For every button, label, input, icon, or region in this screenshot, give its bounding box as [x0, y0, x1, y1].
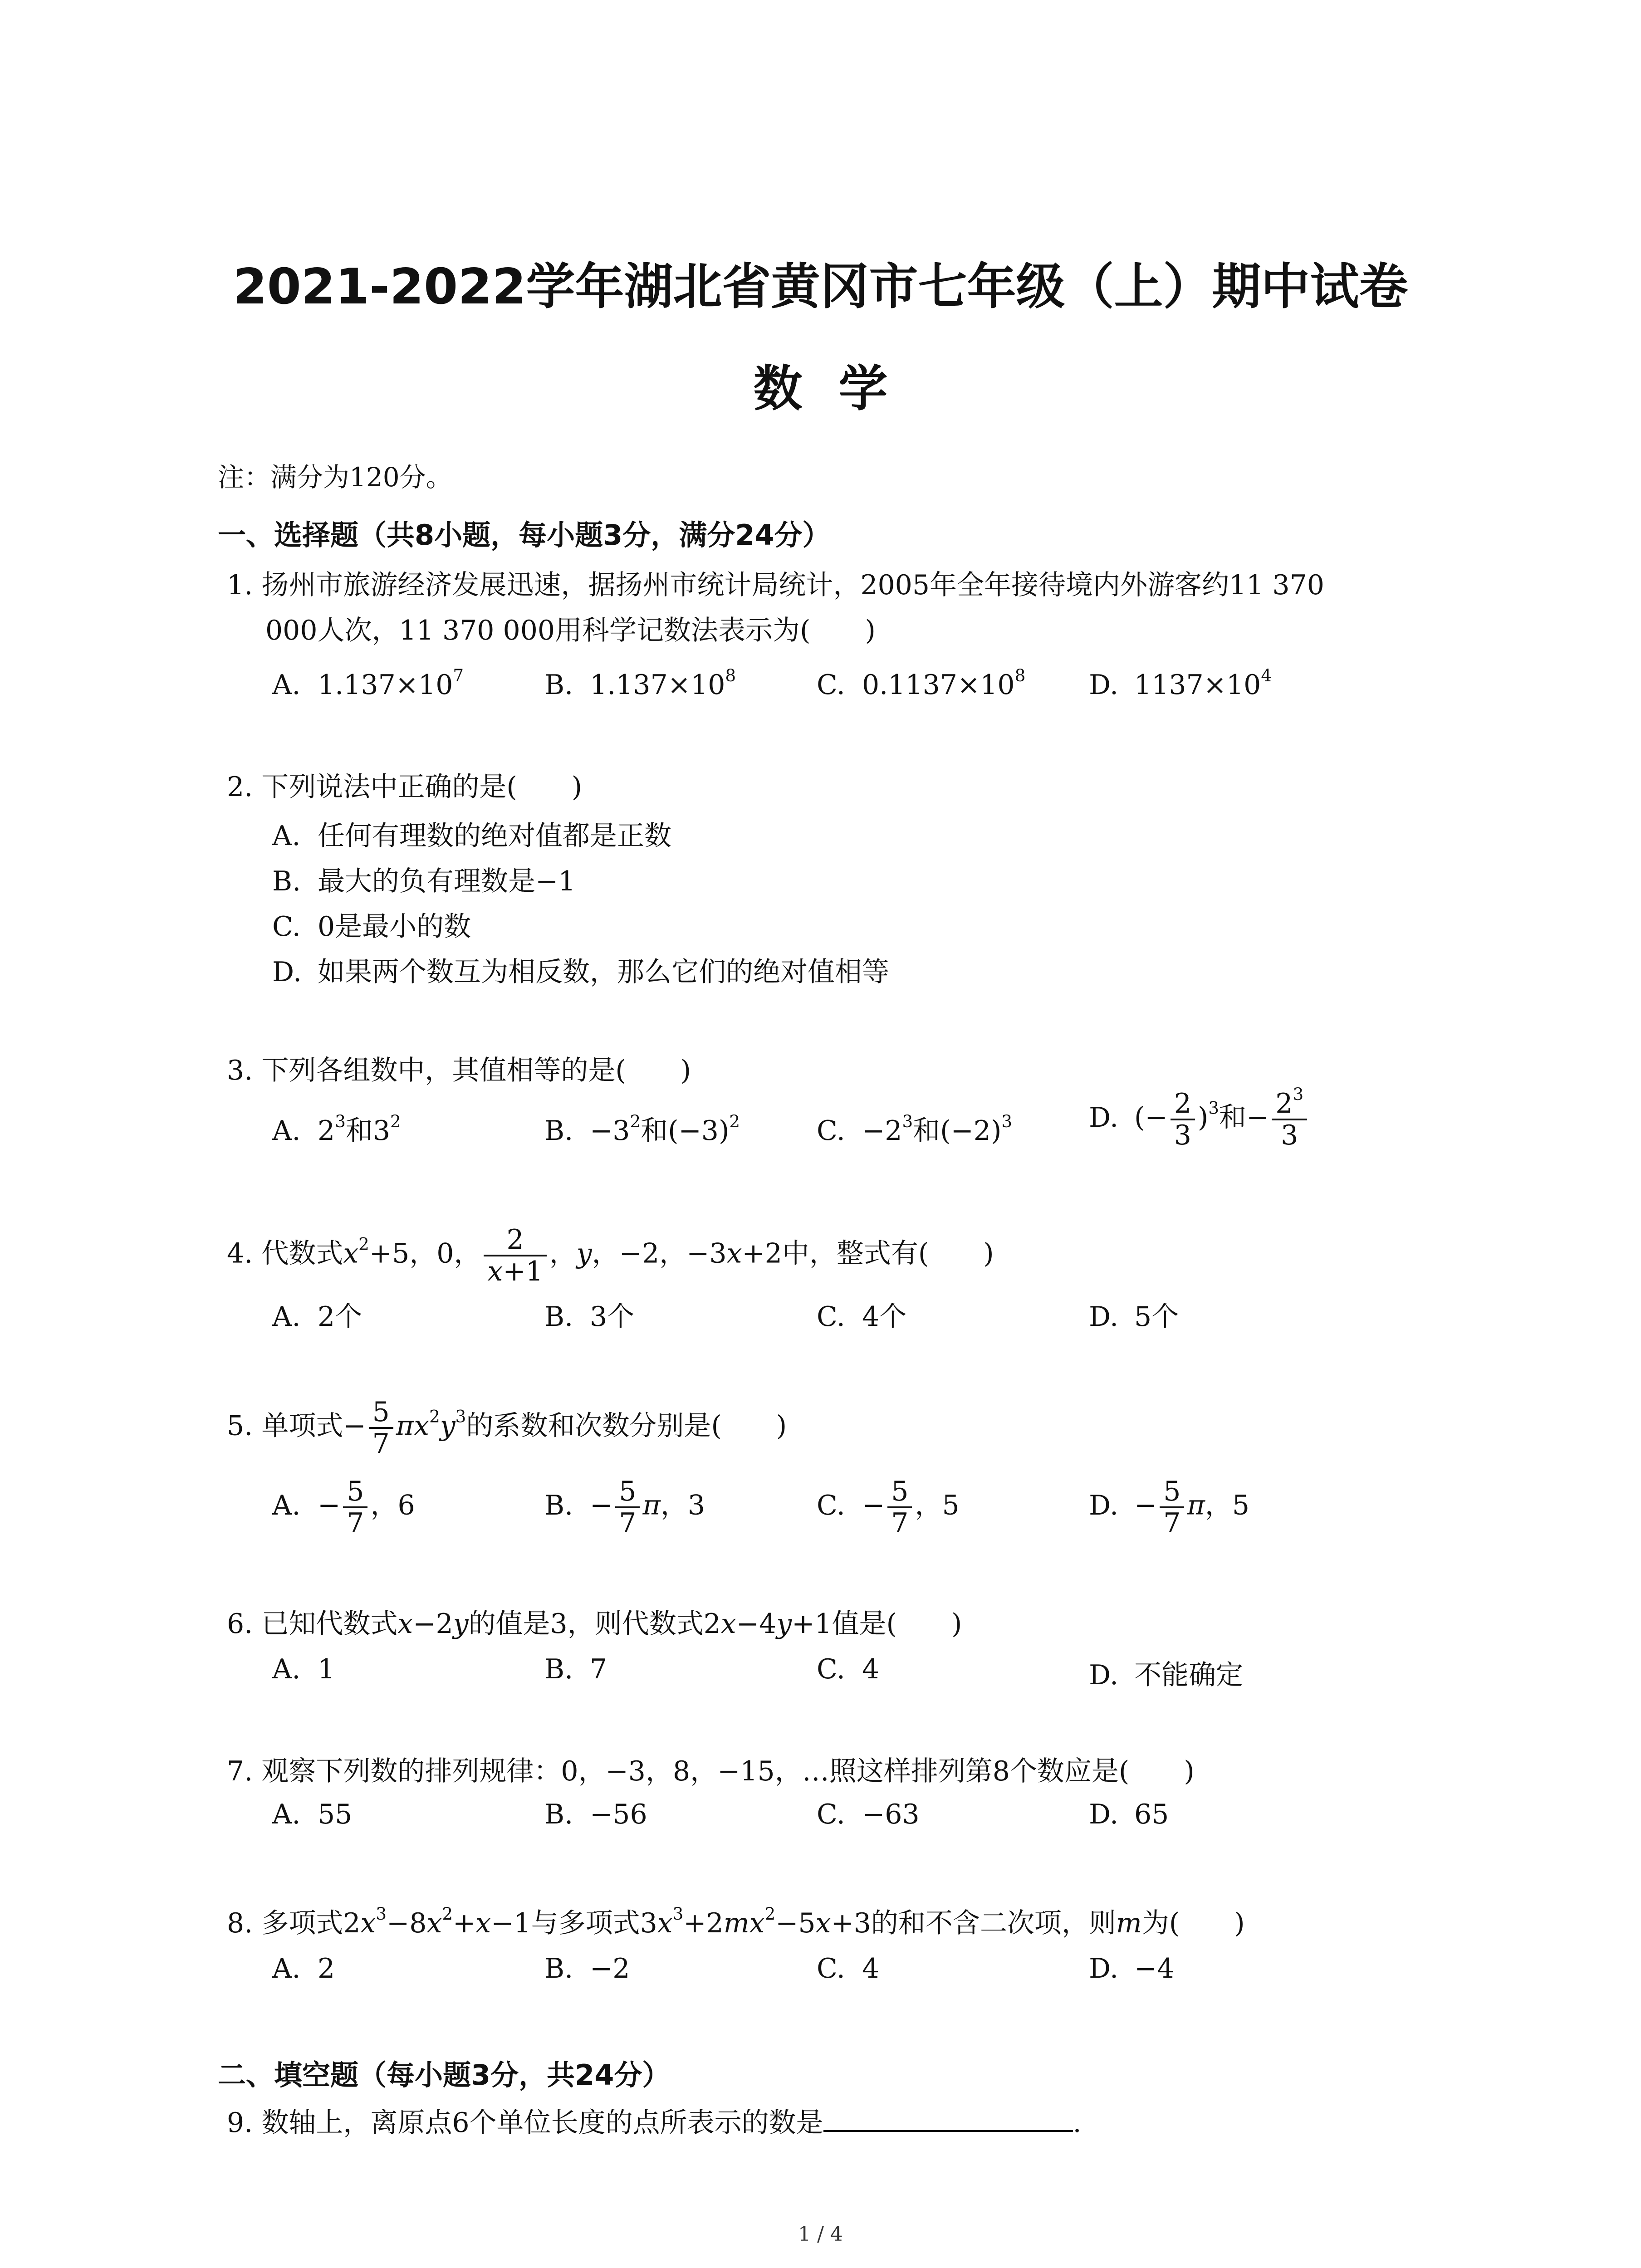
question-8-stem: 8. 多项式$2x^3-8x^2+x-1$与多项式$3x^3+2mx^2-5x+3$的和不含二次项，则m为( ) [227, 1904, 1245, 1939]
question-6-option-c: C. 4 [817, 1653, 880, 1685]
section-heading-choice: 一、选择题（共8小题，每小题3分，满分24分） [218, 518, 831, 552]
question-9-stem: 9. 数轴上，离原点6个单位长度的点所表示的数是 . [227, 2100, 1082, 2146]
question-4-option-a: A. 2个 [272, 1301, 362, 1333]
question-4-stem: 4. 代数式$x^2+5$，0， $\frac{2}{x+1}$ ，y，−2，−3x+2中，整式有( ) [227, 1224, 994, 1287]
question-8-option-a: A. 2 [272, 1953, 335, 1984]
question-8-option-b: B. −2 [544, 1953, 630, 1984]
question-6-option-b: B. 7 [544, 1653, 607, 1685]
question-3-option-a: A. $2^3$和$3^2$ [272, 1111, 401, 1147]
score-note: 注：满分为120分。 [218, 462, 452, 493]
question-1-option-c: C. $0.1137\times 10^8$ [817, 665, 1026, 701]
question-8-option-d: D. −4 [1089, 1953, 1175, 1984]
page-number: 1 / 4 [798, 2223, 843, 2246]
question-2-option-a: A. 任何有理数的绝对值都是正数 [272, 820, 671, 852]
question-2-option-b: B. 最大的负有理数是−1 [272, 865, 576, 897]
question-1-line2: 000人次，11 370 000用科学记数法表示为( ) [265, 615, 876, 646]
question-2-option-c: C. 0是最小的数 [272, 911, 471, 943]
question-6-option-a: A. 1 [272, 1653, 335, 1685]
question-6-option-d: D. 不能确定 [1089, 1659, 1243, 1691]
question-5-stem: 5. 单项式− $\frac{5}{7}$ $\pi x^2y^3$的系数和次数分别是( ) [227, 1396, 787, 1460]
question-6-stem: 6. 已知代数式x−2y的值是3，则代数式2x−4y+1值是( ) [227, 1608, 962, 1640]
question-7-option-c: C. −63 [817, 1799, 920, 1830]
question-2-stem: 2. 下列说法中正确的是( ) [227, 771, 583, 803]
question-4-option-c: C. 4个 [817, 1301, 907, 1333]
question-3-stem: 3. 下列各组数中，其值相等的是( ) [227, 1055, 691, 1086]
question-7-option-b: B. −56 [544, 1799, 647, 1830]
question-8-option-c: C. 4 [817, 1953, 880, 1984]
answer-blank[interactable] [823, 2103, 1073, 2132]
question-7-stem: 7. 观察下列数的排列规律：0，−3，8，−15，…照这样排列第8个数应是( ) [227, 1755, 1195, 1787]
question-5-option-c: C. − $\frac{5}{7}$ ，5 [817, 1476, 960, 1539]
question-4-option-d: D. 5个 [1089, 1301, 1179, 1333]
page-title: 2021-2022学年湖北省黄冈市七年级（上）期中试卷 [233, 259, 1408, 315]
question-1-option-a: A. $1.137\times 10^7$ [272, 665, 464, 701]
question-5-option-a: A. − $\frac{5}{7}$ ，6 [272, 1476, 415, 1539]
question-3-option-d: D. (− $\frac{2}{3}$ )$^3$和− $\frac{2^3}{3}$ [1089, 1089, 1310, 1150]
question-5-option-b: B. − $\frac{5}{7}$ π，3 [544, 1476, 705, 1539]
question-7-option-a: A. 55 [272, 1799, 353, 1830]
question-3-option-c: C. $-2^3$和$(-2)^3$ [817, 1111, 1013, 1147]
question-5-option-d: D. − $\frac{5}{7}$ π，5 [1089, 1476, 1250, 1539]
question-1-option-b: B. $1.137\times 10^8$ [544, 665, 736, 701]
question-3-option-b: B. $-3^2$和$(-3)^2$ [544, 1111, 740, 1147]
question-2-option-d: D. 如果两个数互为相反数，那么它们的绝对值相等 [272, 956, 889, 988]
section-heading-fill: 二、填空题（每小题3分，共24分） [218, 2058, 671, 2092]
page-subtitle: 数学 [753, 361, 924, 417]
question-4-option-b: B. 3个 [544, 1301, 635, 1333]
question-1-option-d: D. $1137\times 10^4$ [1089, 665, 1272, 701]
question-1-line1: 1. 扬州市旅游经济发展迅速，据扬州市统计局统计，2005年全年接待境内外游客约11 370 [227, 569, 1324, 601]
question-7-option-d: D. 65 [1089, 1799, 1169, 1830]
